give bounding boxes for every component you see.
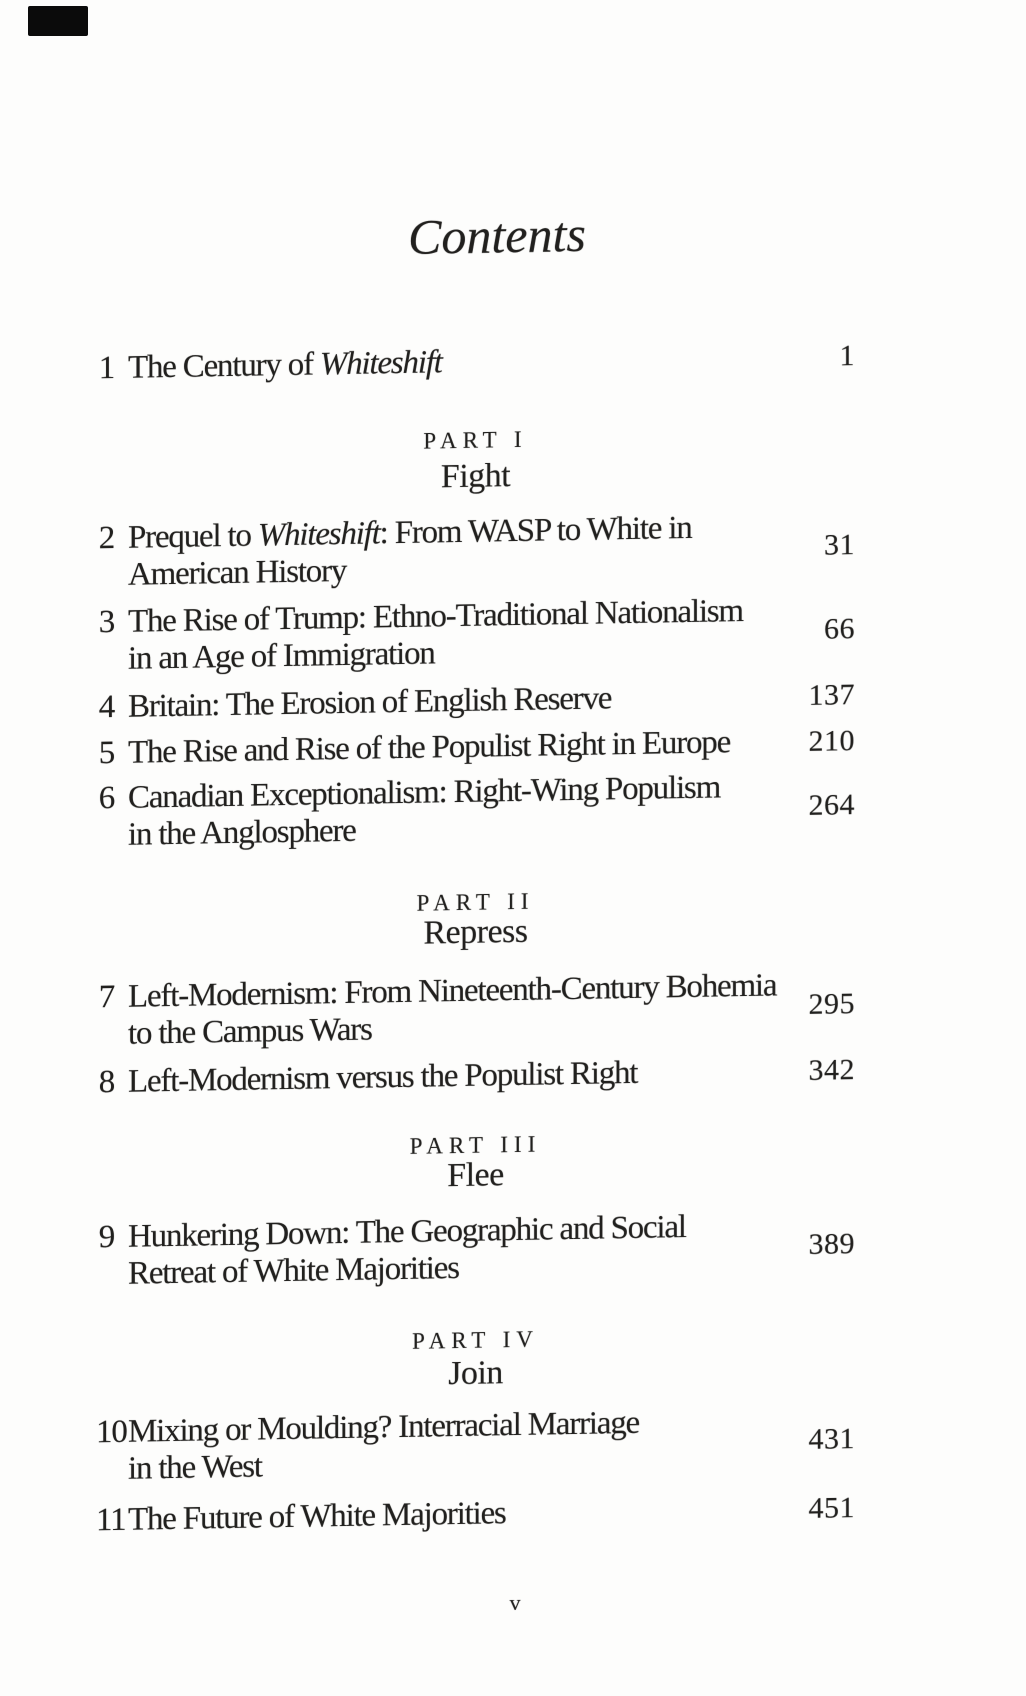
part-title: Flee: [447, 1156, 504, 1195]
chapter-title-text: : From WASP to White in: [379, 509, 692, 552]
chapter-title: [128, 508, 812, 594]
toc-entry-11: [96, 1489, 855, 1539]
toc-entry-5: [96, 722, 855, 772]
toc-entry-8: [96, 1051, 855, 1101]
chapter-number: 8: [98, 1064, 114, 1101]
chapter-title-text: The Rise of Trump: Ethno-Traditional Nationalism: [128, 593, 743, 640]
chapter-title: [128, 1490, 797, 1539]
chapter-title-text: The Future of White Majorities: [128, 1495, 506, 1538]
chapter-title: [128, 723, 797, 772]
chapter-title-text: Hunkering Down: The Geographic and Social: [128, 1209, 686, 1255]
chapter-number: 11: [96, 1501, 126, 1539]
part-heading-3: [96, 1126, 855, 1199]
chapter-title-italic: Whiteshift: [319, 344, 442, 383]
page-number: 66: [824, 611, 855, 646]
part-title: Join: [448, 1354, 503, 1393]
toc-entry-2: [96, 507, 855, 594]
chapter-title: [128, 592, 812, 678]
chapter-title-line2: Retreat of White Majorities: [128, 1249, 459, 1292]
chapter-title: [128, 677, 797, 726]
chapter-title: [128, 1052, 797, 1101]
part-heading-2: [96, 883, 855, 956]
toc-entry-10: [96, 1401, 855, 1488]
page-number: 1: [839, 339, 855, 373]
chapter-number: 1: [98, 350, 114, 387]
chapter-title: [128, 338, 828, 387]
part-heading-4: [96, 1321, 855, 1397]
folio-page-number: v: [509, 1589, 521, 1616]
part-label: PART III: [409, 1131, 542, 1159]
toc-entry-7: [96, 966, 855, 1053]
chapter-number: 6: [98, 780, 114, 817]
page-number: 342: [808, 1053, 855, 1087]
chapter-number: 4: [98, 689, 114, 726]
chapter-number: 10: [96, 1413, 127, 1451]
chapter-title: [128, 967, 797, 1053]
part-title: Fight: [440, 457, 511, 496]
toc-entry-1: [96, 337, 855, 387]
part-heading-1: [96, 421, 855, 500]
chapter-title-line2: in the Anglosphere: [128, 812, 356, 853]
chapter-title-line2: in an Age of Immigration: [128, 635, 435, 677]
chapter-number: 7: [98, 979, 114, 1016]
toc-entry-3: [96, 591, 855, 678]
part-label: PART I: [423, 426, 528, 454]
chapter-number: 5: [98, 735, 114, 772]
chapter-title-line2: American History: [128, 552, 347, 593]
chapter-title-text: Britain: The Erosion of English Reserve: [128, 680, 612, 725]
chapter-title-text: Prequel to: [128, 517, 258, 556]
page-number: 210: [808, 724, 855, 758]
chapter-title-text: Left-Modernism versus the Populist Right: [128, 1054, 638, 1100]
toc-entry-9: [96, 1206, 855, 1293]
chapter-title-text: Canadian Exceptionalism: Right-Wing Populism: [128, 769, 721, 816]
page-number: 264: [808, 787, 855, 822]
chapter-number: 9: [98, 1219, 114, 1256]
page-number: 431: [808, 1421, 855, 1456]
chapter-title-text: Mixing or Moulding? Interracial Marriage: [128, 1404, 639, 1450]
page-number: 451: [808, 1491, 855, 1525]
chapter-title-text: The Century of: [128, 346, 320, 386]
page-number: 389: [808, 1226, 855, 1261]
page-title: Contents: [408, 205, 586, 265]
page-number: 31: [824, 527, 855, 562]
page-number: 295: [808, 986, 855, 1021]
chapter-title-text: Left-Modernism: From Nineteenth-Century Bohemia: [128, 967, 777, 1015]
chapter-title: [128, 1207, 797, 1293]
chapter-number: 2: [98, 520, 114, 557]
part-label: PART II: [416, 888, 535, 916]
chapter-title: [128, 1402, 797, 1488]
toc-entry-4: [96, 676, 855, 726]
part-title: Repress: [423, 912, 528, 952]
toc-entry-6: [96, 767, 855, 854]
chapter-number: 3: [98, 604, 114, 641]
chapter-title-line2: to the Campus Wars: [128, 1011, 372, 1052]
part-label: PART IV: [412, 1326, 539, 1354]
page-number: 137: [808, 678, 855, 712]
chapter-title-italic: Whiteshift: [257, 515, 380, 554]
chapter-title-line2: in the West: [128, 1448, 262, 1487]
chapter-title-text: The Rise and Rise of the Populist Right in Europe: [128, 724, 731, 771]
chapter-title: [128, 768, 797, 854]
